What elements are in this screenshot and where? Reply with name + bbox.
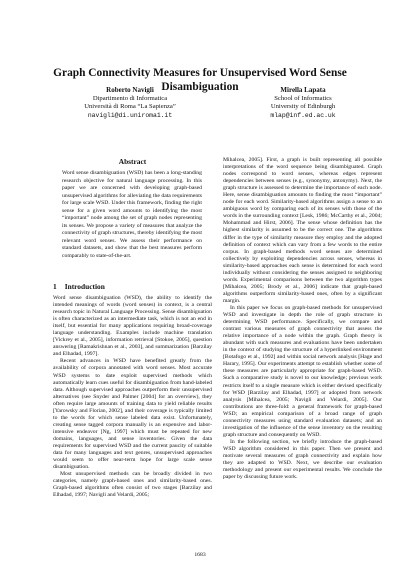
page-number: 1683 bbox=[194, 552, 206, 558]
section-heading bbox=[53, 282, 105, 291]
author-email: mlap@inf.ed.ac.uk bbox=[270, 111, 336, 119]
author-affiliation: School of Informatics bbox=[274, 94, 332, 102]
body-paragraph: Most unsupervised methods can be broadly divided in two categories, namely graph-based ones and similarity-based ones. Graph-based algorithms often consist of two stages [Barzilay and Elhadad, 1997; Navigli and Velardi, 2005; bbox=[53, 471, 212, 499]
body-paragraph: In the following section, we briefly introduce the graph-based WSD algorithm considered in this paper. Then we present and motivate several measures of graph connectivity and explain how they are adapted to WSD. Next, we describe our evaluation methodology and present our experimental results. We conclude the paper by discussing future work. bbox=[223, 438, 382, 481]
body-paragraph: In this paper we focus on graph-based methods for unsupervised WSD and investigate in depth the role of graph structure in determining WSD performance. Specifically, we compare and contrast various measures of graph connectivity that assess the relative importance of a node within the graph. Graph theory is abundant with such measures and evaluations have been undertaken in the context of studying the structure of a hyperlinked environment [Botafogo et al., 1992] and within social network analysis [Hage and Harary, 1995]. Our experiments attempt to establish whether some of these measures are particularly appropriate for graph-based WSD. Such a comparative study is novel to our knowledge; previous work restricts itself to a single measure which is either devised specifically for WSD [Barzilay and Elhadad, 1997] or adopted from network analysis [Mihalcea, 2005; Navigli and Velardi, 2005]. Our contributions are three-fold: a general framework for graph-based WSD; an empirical comparison of a broad range of graph connectivity measures using standard evaluation datasets; and an investigation of the influence of the sense inventory on the resulting graph structure and consequently on WSD. bbox=[223, 304, 382, 438]
author-affiliation: University of Edinburgh bbox=[270, 103, 336, 111]
author-block-1 bbox=[45, 86, 215, 120]
author-email: navigli@di.uniroma1.it bbox=[87, 111, 173, 119]
author-name: Mirella Lapata bbox=[280, 86, 326, 94]
right-column-body bbox=[223, 157, 382, 481]
author-block-2 bbox=[218, 86, 388, 120]
author-affiliation: Università di Roma “La Sapienza” bbox=[84, 103, 176, 111]
paper-title: Graph Connectivity Measures for Unsupervised Word Sense Disambiguation bbox=[53, 67, 347, 93]
body-paragraph: Recent advances in WSD have benefited greatly from the availability of corpora annotated with word senses. Most accurate WSD systems to date exploit supervised methods which automatically learn cues useful for disambiguation from hand-labeled data. Although supervised approaches outperform their unsupervised alternatives (see Snyder and Palmer [2004] for an overview), they often require large amounts of training data to yield reliable results [Yarowsky and Florian, 2002], and their coverage is typically limited to the words for which sense labeled data exist. Unfortunately, creating sense tagged corpora manually is an expensive and labor-intensive endeavor [Ng, 1997] which must be repeated for new domains, languages, and sense inventories. Given the data requirements for supervised WSD and the current paucity of suitable data for many languages and text genres, unsupervised approaches would seem to offer near-term hope for large scale sense disambiguation. bbox=[53, 358, 212, 471]
abstract-heading: Abstract bbox=[118, 157, 147, 166]
section-title: Introduction bbox=[64, 282, 105, 291]
section-number: 1 bbox=[53, 282, 57, 291]
author-name: Roberto Navigli bbox=[106, 86, 154, 94]
abstract-text: Word sense disambiguation (WSD) has been a long-standing research objective for natural language processing. In this paper we are concerned with developing graph-based unsupervised algorithms for alleviating the data requirements for large scale WSD. Under this framework, finding the right sense for a given word amounts to identifying the most “important” node among the set of graph nodes representing its senses. We propose a variety of measures that analyze the connectivity of graph structures, thereby identifying the most relevant word senses. We assess their performance on standard datasets, and show that the best measures perform comparably to state-of-the-art. bbox=[62, 170, 202, 259]
author-affiliation: Dipartimento di Informatica bbox=[92, 94, 168, 102]
body-paragraph: Word sense disambiguation (WSD), the ability to identify the intended meanings of words (word senses) in context, is a central research topic in Natural Language Processing. Sense disambiguation is often characterized as an intermediate task, which is not an end in itself, but essential for many applications requiring broad-coverage language understanding. Examples include machine translation [Vickrey et al., 2005], information retrieval [Stokoe, 2005], question answering [Ramakrishnan et al., 2003], and summarization [Barzilay and Elhadad, 1997]. bbox=[53, 295, 212, 358]
body-paragraph: Mihalcea, 2005]. First, a graph is built representing all possible interpretations of the word sequence being disambiguated. Graph nodes correspond to word senses, whereas edges represent dependencies between senses (e.g., synonymy, antonymy). Next, the graph structure is assessed to determine the importance of each node. Here, sense disambiguation amounts to finding the most “important” node for each word. Similarity-based algorithms assign a sense to an ambiguous word by comparing each of its senses with those of the words in the surrounding context [Lesk, 1986; McCarthy et al., 2004; Mohammad and Hirst, 2006]. The sense whose definition has the highest similarity is assumed to be the correct one. The algorithms differ in the type of similarity measure they employ and the adopted definition of context which can vary from a few words to the entire corpus. In graph-based methods word senses are determined collectively by exploiting dependencies across senses, whereas in similarity-based approaches each sense is determined for each word individually without considering the senses assigned to neighboring words. Experimental comparisons between the two algorithm types [Mihalcea, 2005; Brody et al., 2006] indicate that graph-based algorithms outperform similarity-based ones, often by a significant margin. bbox=[223, 157, 382, 304]
left-column-body bbox=[53, 295, 212, 499]
